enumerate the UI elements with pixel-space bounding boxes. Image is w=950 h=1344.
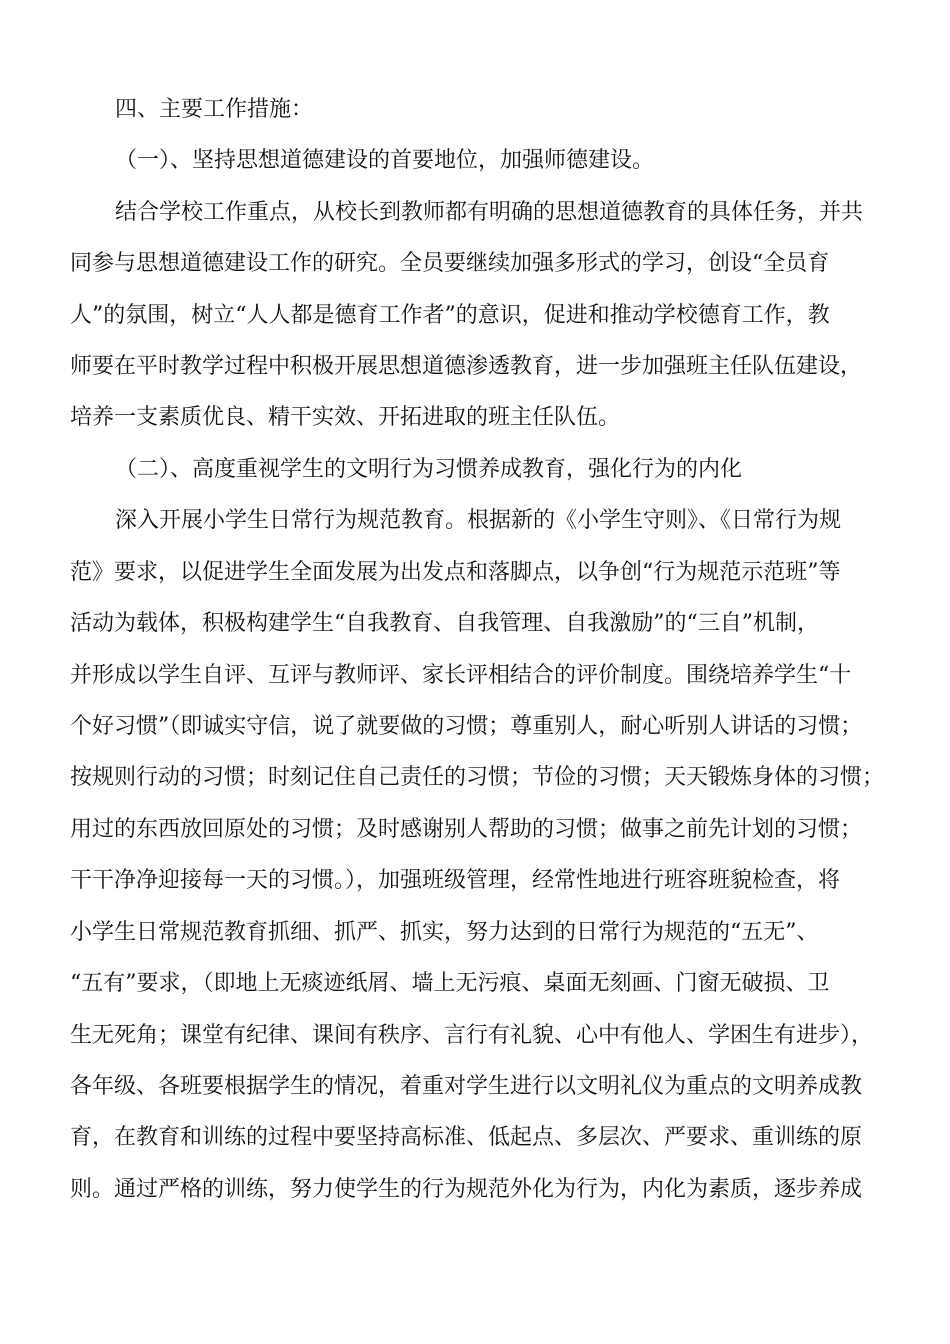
- subsection-2-text: 并形成以学生自评、互评与教师评、家长评相结合的评价制度。围绕培养学生“十: [70, 663, 852, 688]
- subsection-2-text: 育，在教育和训练的过程中要坚持高标准、低起点、多层次、严要求、重训练的原: [70, 1125, 863, 1150]
- subsection-2-text: 个好习惯”（即诚实守信，说了就要做的习惯；尊重别人，耐心听别人讲话的习惯；: [70, 714, 863, 739]
- subsection-heading-line: [0, 141, 950, 181]
- subsection-2-text: 干干净净迎接每一天的习惯。），加强班级管理，经常性地进行班容班貌检查，将: [70, 868, 841, 893]
- subsection-2-text: “五有”要求，（即地上无痰迹纸屑、墙上无污痕、桌面无刻画、门窗无破损、卫: [70, 971, 830, 996]
- subsection-2-text: 范》要求，以促进学生全面发展为出发点和落脚点，以争创“行为规范示范班”等: [70, 560, 841, 585]
- paragraph-line: [0, 604, 950, 644]
- subsection-1-text: 结合学校工作重点，从校长到教师都有明确的思想道德教育的具体任务，并共: [115, 200, 864, 225]
- paragraph-line: [0, 553, 950, 593]
- subsection-1-text: 人”的氛围，树立“人人都是德育工作者”的意识，促进和推动学校德育工作，教: [70, 303, 830, 328]
- subsection-2-text: 小学生日常规范教育抓细、抓严、抓实，努力达到的日常行为规范的“五无”、: [70, 920, 819, 945]
- paragraph-line: [0, 1016, 950, 1056]
- paragraph-line: [0, 964, 950, 1004]
- paragraph-line: [0, 501, 950, 541]
- subsection-1-text: 师要在平时教学过程中积极开展思想道德渗透教育，进一步加强班主任队伍建设，: [70, 354, 863, 379]
- paragraph-line: [0, 1170, 950, 1210]
- paragraph-line: [0, 398, 950, 438]
- subsection-2-heading: （二）、高度重视学生的文明行为习惯养成教育，强化行为的内化: [115, 457, 743, 482]
- paragraph-line: [0, 861, 950, 901]
- paragraph-line: [0, 810, 950, 850]
- paragraph-line: [0, 296, 950, 336]
- section-heading-line: [0, 90, 950, 130]
- paragraph-line: [0, 1067, 950, 1107]
- section-heading: 四、主要工作措施：: [115, 97, 314, 122]
- paragraph-line: [0, 193, 950, 233]
- subsection-1-text: 培养一支素质优良、精干实效、开拓进取的班主任队伍。: [70, 405, 621, 430]
- subsection-2-text: 则。通过严格的训练，努力使学生的行为规范外化为行为，内化为素质，逐步养成: [70, 1177, 863, 1202]
- subsection-heading-line: [0, 450, 950, 490]
- paragraph-line: [0, 707, 950, 747]
- subsection-1-heading: （一）、坚持思想道德建设的首要地位，加强师德建设。: [115, 148, 655, 173]
- paragraph-line: [0, 347, 950, 387]
- subsection-2-text: 各年级、各班要根据学生的情况，着重对学生进行以文明礼仪为重点的文明养成教: [70, 1074, 863, 1099]
- subsection-2-text: 按规则行动的习惯；时刻记住自己责任的习惯；节俭的习惯；天天锻炼身体的习惯；: [70, 765, 885, 790]
- subsection-2-text: 活动为载体，积极构建学生“自我教育、自我管理、自我激励”的“三自”机制，: [70, 611, 819, 636]
- subsection-2-text: 生无死角；课堂有纪律、课间有秩序、言行有礼貌、心中有他人、学困生有进步），: [70, 1023, 874, 1048]
- paragraph-line: [0, 244, 950, 284]
- paragraph-line: [0, 913, 950, 953]
- subsection-2-text: 深入开展小学生日常行为规范教育。根据新的《小学生守则》、《日常行为规: [115, 508, 842, 533]
- paragraph-line: [0, 758, 950, 798]
- subsection-2-text: 用过的东西放回原处的习惯；及时感谢别人帮助的习惯；做事之前先计划的习惯；: [70, 817, 863, 842]
- subsection-1-text: 同参与思想道德建设工作的研究。全员要继续加强多形式的学习，创设“全员育: [70, 251, 830, 276]
- paragraph-line: [0, 656, 950, 696]
- paragraph-line: [0, 1118, 950, 1158]
